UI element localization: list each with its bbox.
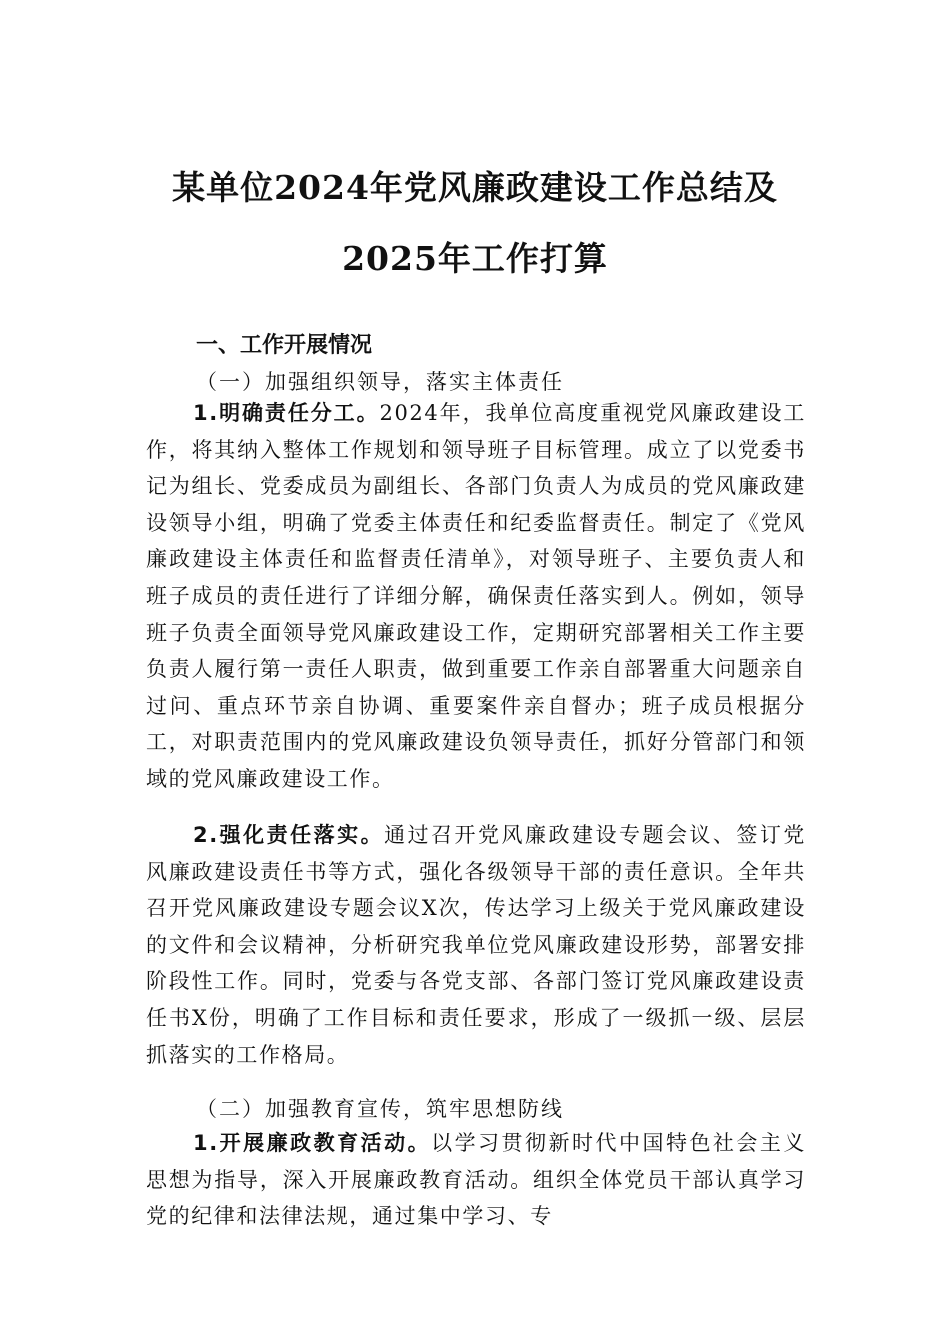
paragraph-text: 以学习贯彻新时代中国特色社会主义思想为指导，深入开展廉政教育活动。组织全体党员干部认真学习党的纪律和法律法规，通过集中学习、专 xyxy=(146,1131,806,1229)
body-paragraph xyxy=(146,817,806,1073)
paragraph-text: 2024年，我单位高度重视党风廉政建设工作，将其纳入整体工作规划和领导班子目标管理。成立了以党委书记为组长、党委成员为副组长、各部门负责人为成员的党风廉政建设领导小组，明确了党委主体责任和纪委监督责任。制定了《党风廉政建设主体责任和监督责任清单》，对领导班子、主要负责人和班子成员的责任进行了详细分解，确保责任落实到人。例如，领导班子负责全面领导党风廉政建设工作，定期研究部署相关工作主要负责人履行第一责任人职责，做到重要工作亲自部署重大问题亲自过问、重点环节亲自协调、重要案件亲自督办；班子成员根据分工，对职责范围内的党风廉政建设负领导责任，抓好分管部门和领域的党风廉政建设工作。 xyxy=(146,401,806,791)
paragraph-lead: 2.强化责任落实。 xyxy=(193,823,385,847)
paragraph-text: 通过召开党风廉政建设专题会议、签订党风廉政建设责任书等方式，强化各级领导干部的责任意识。全年共召开党风廉政建设专题会议X次，传达学习上级关于党风廉政建设的文件和会议精神，分析研究我单位党风廉政建设形势，部署安排阶段性工作。同时，党委与各党支部、各部门签订党风廉政建设责任书X份，明确了工作目标和责任要求，形成了一级抓一级、层层抓落实的工作格局。 xyxy=(146,823,806,1067)
section-heading: 一、工作开展情况 xyxy=(196,333,373,358)
body-paragraph xyxy=(146,1125,806,1235)
subsection-heading: （二）加强教育宣传，筑牢思想防线 xyxy=(196,1097,564,1121)
document-title-line2: 2025年工作打算 xyxy=(342,239,608,278)
paragraph-lead: 1.明确责任分工。 xyxy=(193,401,380,425)
subsection-heading: （一）加强组织领导，落实主体责任 xyxy=(196,370,564,394)
document-title-line1: 某单位2024年党风廉政建设工作总结及 xyxy=(172,168,778,207)
body-paragraph xyxy=(146,395,806,798)
paragraph-lead: 1.开展廉政教育活动。 xyxy=(193,1131,432,1155)
